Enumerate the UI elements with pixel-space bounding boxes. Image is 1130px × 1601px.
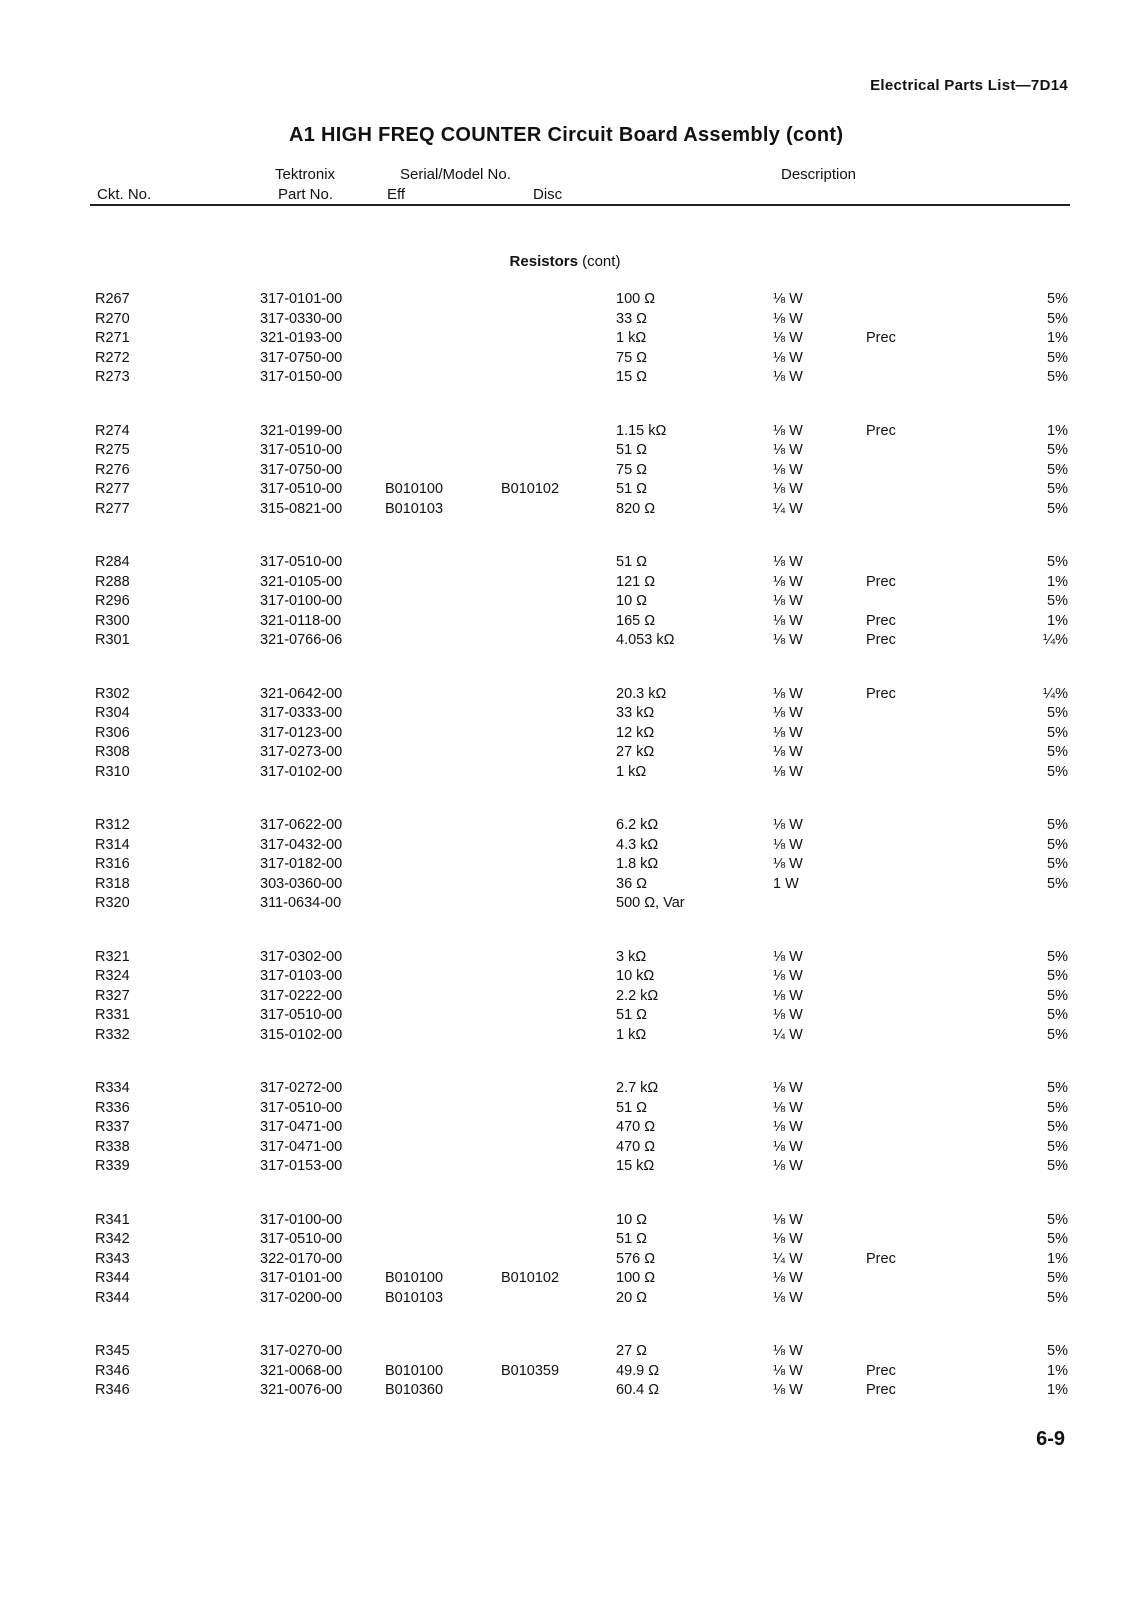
ckt-no-cell: R345 <box>95 1343 130 1359</box>
table-row <box>0 290 1130 310</box>
section-title <box>0 253 1130 270</box>
table-row <box>0 349 1130 369</box>
tolerance-cell: 5% <box>1047 500 1068 517</box>
tolerance-cell: 1% <box>1047 1362 1068 1379</box>
serial-eff-cell: B010100 <box>385 481 444 498</box>
part-no-cell: 303-0360-00 <box>260 875 343 892</box>
table-row <box>0 704 1130 724</box>
table-row <box>0 724 1130 744</box>
tolerance-cell: 5% <box>1047 554 1068 570</box>
part-no-cell: 317-0182-00 <box>260 856 343 873</box>
value-cell: 4.053 kΩ <box>616 632 675 649</box>
part-no-cell: 315-0102-00 <box>260 1026 343 1043</box>
serial-eff-cell: B010360 <box>385 1382 444 1399</box>
tolerance-cell: 5% <box>1047 369 1068 386</box>
value-cell: 1.8 kΩ <box>616 856 659 873</box>
table-row <box>0 836 1130 856</box>
serial-disc-cell: B010102 <box>501 1270 560 1287</box>
table-row <box>0 816 1130 836</box>
tolerance-cell: 5% <box>1047 763 1068 780</box>
section-title-bold: Resistors <box>509 253 578 270</box>
table-row <box>0 500 1130 520</box>
ckt-no-cell: R308 <box>95 744 130 761</box>
part-no-cell: 321-0642-00 <box>260 685 343 702</box>
tolerance-cell: 5% <box>1047 1343 1068 1359</box>
tolerance-cell: 1% <box>1047 573 1068 590</box>
tolerance-cell: 5% <box>1047 310 1068 327</box>
part-no-cell: 317-0510-00 <box>260 1231 343 1248</box>
value-cell: 75 Ω <box>616 461 647 478</box>
precision-cell: Prec <box>866 422 896 439</box>
tolerance-cell: 5% <box>1047 1119 1068 1136</box>
value-cell: 20 Ω <box>616 1289 647 1306</box>
tolerance-cell: 5% <box>1047 987 1068 1004</box>
ckt-no-cell: R331 <box>95 1007 130 1024</box>
wattage-cell: ⅛ W <box>773 1382 803 1399</box>
ckt-no-cell: R277 <box>95 481 130 498</box>
ckt-no-cell: R344 <box>95 1289 130 1306</box>
value-cell: 1 kΩ <box>616 330 647 347</box>
table-row <box>0 631 1130 651</box>
table-row <box>0 1079 1130 1099</box>
part-no-cell: 317-0150-00 <box>260 369 343 386</box>
serial-eff-cell: B010100 <box>385 1270 444 1287</box>
ckt-no-cell: R320 <box>95 895 130 912</box>
ckt-no-cell: R277 <box>95 500 130 517</box>
value-cell: 6.2 kΩ <box>616 817 659 833</box>
value-cell: 470 Ω <box>616 1119 656 1136</box>
part-no-cell: 321-0118-00 <box>260 612 342 629</box>
table-row <box>0 1289 1130 1309</box>
ckt-no-cell: R275 <box>95 442 130 459</box>
table-row <box>0 743 1130 763</box>
precision-cell: Prec <box>866 612 896 629</box>
wattage-cell: 1 W <box>773 875 799 892</box>
ckt-no-cell: R338 <box>95 1138 130 1155</box>
wattage-cell: ⅛ W <box>773 291 803 307</box>
wattage-cell: ⅛ W <box>773 369 803 386</box>
table-row <box>0 480 1130 500</box>
precision-cell: Prec <box>866 1382 896 1399</box>
table-row <box>0 1138 1130 1158</box>
table-row <box>0 1026 1130 1046</box>
precision-cell: Prec <box>866 632 896 649</box>
column-header-eff: Eff <box>387 186 406 203</box>
tolerance-cell: 5% <box>1047 817 1068 833</box>
wattage-cell: ⅛ W <box>773 1343 803 1359</box>
value-cell: 20.3 kΩ <box>616 685 667 702</box>
column-header-ckt-no: Ckt. No. <box>97 186 152 203</box>
wattage-cell: ⅛ W <box>773 856 803 873</box>
part-no-cell: 317-0510-00 <box>260 442 343 459</box>
wattage-cell: ⅛ W <box>773 1211 803 1228</box>
value-cell: 51 Ω <box>616 1231 647 1248</box>
ckt-no-cell: R284 <box>95 554 130 570</box>
table-row <box>0 553 1130 573</box>
part-no-cell: 317-0222-00 <box>260 987 343 1004</box>
value-cell: 10 Ω <box>616 593 647 610</box>
ckt-no-cell: R341 <box>95 1211 130 1228</box>
wattage-cell: ⅛ W <box>773 724 803 741</box>
wattage-cell: ⅛ W <box>773 461 803 478</box>
part-no-cell: 317-0272-00 <box>260 1080 343 1096</box>
value-cell: 15 kΩ <box>616 1158 655 1175</box>
value-cell: 470 Ω <box>616 1138 656 1155</box>
ckt-no-cell: R302 <box>95 685 130 702</box>
section-title-suffix: (cont) <box>582 253 621 270</box>
ckt-no-cell: R332 <box>95 1026 130 1043</box>
part-no-cell: 317-0510-00 <box>260 481 343 498</box>
wattage-cell: ⅛ W <box>773 422 803 439</box>
wattage-cell: ⅛ W <box>773 1362 803 1379</box>
table-row <box>0 310 1130 330</box>
tolerance-cell: 5% <box>1047 1026 1068 1043</box>
tolerance-cell: 5% <box>1047 1231 1068 1248</box>
wattage-cell: ⅛ W <box>773 1289 803 1306</box>
wattage-cell: ¼ W <box>773 1250 803 1267</box>
header-rule <box>90 204 1070 206</box>
serial-eff-cell: B010100 <box>385 1362 444 1379</box>
tolerance-cell: 5% <box>1047 1289 1068 1306</box>
ckt-no-cell: R324 <box>95 968 130 985</box>
serial-disc-cell: B010102 <box>501 481 560 498</box>
part-no-cell: 311-0634-00 <box>260 895 342 912</box>
ckt-no-cell: R334 <box>95 1080 130 1096</box>
table-row <box>0 1211 1130 1231</box>
table-row <box>0 329 1130 349</box>
ckt-no-cell: R343 <box>95 1250 130 1267</box>
wattage-cell: ⅛ W <box>773 685 803 702</box>
tolerance-cell: 5% <box>1047 948 1068 965</box>
value-cell: 75 Ω <box>616 349 647 366</box>
table-row <box>0 1342 1130 1362</box>
ckt-no-cell: R342 <box>95 1231 130 1248</box>
tolerance-cell: 5% <box>1047 1158 1068 1175</box>
table-row <box>0 1250 1130 1270</box>
value-cell: 33 kΩ <box>616 705 655 722</box>
value-cell: 10 kΩ <box>616 968 655 985</box>
part-no-cell: 317-0510-00 <box>260 1007 343 1024</box>
wattage-cell: ⅛ W <box>773 573 803 590</box>
table-row <box>0 948 1130 968</box>
wattage-cell: ⅛ W <box>773 987 803 1004</box>
ckt-no-cell: R267 <box>95 291 130 307</box>
serial-disc-cell: B010359 <box>501 1362 560 1379</box>
tolerance-cell: ¼% <box>1043 632 1068 649</box>
part-no-cell: 317-0330-00 <box>260 310 343 327</box>
ckt-no-cell: R312 <box>95 817 130 833</box>
tolerance-cell: 5% <box>1047 1211 1068 1228</box>
tolerance-cell: 5% <box>1047 1138 1068 1155</box>
table-row <box>0 1269 1130 1289</box>
wattage-cell: ⅛ W <box>773 1080 803 1096</box>
value-cell: 4.3 kΩ <box>616 836 659 853</box>
tolerance-cell: 5% <box>1047 724 1068 741</box>
part-no-cell: 321-0766-06 <box>260 632 343 649</box>
value-cell: 2.7 kΩ <box>616 1080 659 1096</box>
table-row <box>0 1118 1130 1138</box>
part-no-cell: 317-0200-00 <box>260 1289 343 1306</box>
tolerance-cell: 5% <box>1047 744 1068 761</box>
wattage-cell: ⅛ W <box>773 554 803 570</box>
tolerance-cell: 5% <box>1047 593 1068 610</box>
ckt-no-cell: R346 <box>95 1362 130 1379</box>
wattage-cell: ¼ W <box>773 1026 803 1043</box>
wattage-cell: ⅛ W <box>773 349 803 366</box>
table-row <box>0 875 1130 895</box>
part-no-cell: 317-0471-00 <box>260 1119 343 1136</box>
value-cell: 51 Ω <box>616 442 647 459</box>
wattage-cell: ⅛ W <box>773 593 803 610</box>
table-row <box>0 894 1130 914</box>
table-row <box>0 763 1130 783</box>
value-cell: 820 Ω <box>616 500 656 517</box>
part-no-cell: 317-0333-00 <box>260 705 343 722</box>
table-row <box>0 967 1130 987</box>
ckt-no-cell: R288 <box>95 573 130 590</box>
table-row <box>0 1230 1130 1250</box>
wattage-cell: ⅛ W <box>773 612 803 629</box>
running-header: Electrical Parts List—7D14 <box>870 77 1068 94</box>
part-no-cell: 317-0750-00 <box>260 349 343 366</box>
value-cell: 51 Ω <box>616 554 647 570</box>
precision-cell: Prec <box>866 573 896 590</box>
wattage-cell: ⅛ W <box>773 1099 803 1116</box>
tolerance-cell: 5% <box>1047 705 1068 722</box>
ckt-no-cell: R273 <box>95 369 130 386</box>
wattage-cell: ⅛ W <box>773 1270 803 1287</box>
table-row <box>0 461 1130 481</box>
value-cell: 2.2 kΩ <box>616 987 659 1004</box>
ckt-no-cell: R276 <box>95 461 130 478</box>
ckt-no-cell: R314 <box>95 836 130 853</box>
value-cell: 100 Ω <box>616 1270 656 1287</box>
ckt-no-cell: R300 <box>95 612 130 629</box>
value-cell: 3 kΩ <box>616 948 647 965</box>
part-no-cell: 317-0123-00 <box>260 724 343 741</box>
column-header-part-no: Part No. <box>278 186 334 203</box>
part-no-cell: 321-0068-00 <box>260 1362 343 1379</box>
table-row <box>0 1006 1130 1026</box>
value-cell: 1 kΩ <box>616 1026 647 1043</box>
part-no-cell: 317-0270-00 <box>260 1343 343 1359</box>
ckt-no-cell: R301 <box>95 632 130 649</box>
tolerance-cell: 5% <box>1047 291 1068 307</box>
part-no-cell: 317-0103-00 <box>260 968 343 985</box>
ckt-no-cell: R304 <box>95 705 130 722</box>
tolerance-cell: 5% <box>1047 349 1068 366</box>
value-cell: 60.4 Ω <box>616 1382 660 1399</box>
ckt-no-cell: R310 <box>95 763 130 780</box>
ckt-no-cell: R318 <box>95 875 130 892</box>
tolerance-cell: 1% <box>1047 1382 1068 1399</box>
part-no-cell: 317-0153-00 <box>260 1158 343 1175</box>
value-cell: 576 Ω <box>616 1250 656 1267</box>
tolerance-cell: 1% <box>1047 422 1068 439</box>
precision-cell: Prec <box>866 1250 896 1267</box>
table-row <box>0 1099 1130 1119</box>
value-cell: 100 Ω <box>616 291 656 307</box>
part-no-cell: 317-0432-00 <box>260 836 343 853</box>
table-row <box>0 422 1130 442</box>
part-no-cell: 317-0101-00 <box>260 291 343 307</box>
ckt-no-cell: R272 <box>95 349 130 366</box>
value-cell: 51 Ω <box>616 1007 647 1024</box>
table-row <box>0 1362 1130 1382</box>
page-number: 6-9 <box>1036 1428 1065 1450</box>
tolerance-cell: 5% <box>1047 442 1068 459</box>
wattage-cell: ⅛ W <box>773 1138 803 1155</box>
part-no-cell: 321-0199-00 <box>260 422 343 439</box>
precision-cell: Prec <box>866 1362 896 1379</box>
wattage-cell: ⅛ W <box>773 1119 803 1136</box>
tolerance-cell: 5% <box>1047 968 1068 985</box>
ckt-no-cell: R336 <box>95 1099 130 1116</box>
precision-cell: Prec <box>866 330 896 347</box>
part-no-cell: 317-0100-00 <box>260 593 343 610</box>
tolerance-cell: 5% <box>1047 1007 1068 1024</box>
tolerance-cell: 5% <box>1047 461 1068 478</box>
ckt-no-cell: R296 <box>95 593 130 610</box>
part-no-cell: 317-0750-00 <box>260 461 343 478</box>
ckt-no-cell: R339 <box>95 1158 130 1175</box>
tolerance-cell: 1% <box>1047 1250 1068 1267</box>
page-title: A1 HIGH FREQ COUNTER Circuit Board Assembly (cont) <box>289 124 844 146</box>
part-no-cell: 317-0510-00 <box>260 1099 343 1116</box>
wattage-cell: ⅛ W <box>773 481 803 498</box>
column-header-serial-model: Serial/Model No. <box>400 166 511 183</box>
value-cell: 15 Ω <box>616 369 647 386</box>
ckt-no-cell: R337 <box>95 1119 130 1136</box>
tolerance-cell: ¼% <box>1043 685 1068 702</box>
table-row <box>0 855 1130 875</box>
wattage-cell: ⅛ W <box>773 1007 803 1024</box>
table-row <box>0 1381 1130 1401</box>
part-no-cell: 317-0622-00 <box>260 817 343 833</box>
value-cell: 1.15 kΩ <box>616 422 667 439</box>
table-row <box>0 1157 1130 1177</box>
ckt-no-cell: R346 <box>95 1382 130 1399</box>
value-cell: 27 Ω <box>616 1343 647 1359</box>
value-cell: 51 Ω <box>616 481 647 498</box>
wattage-cell: ⅛ W <box>773 1231 803 1248</box>
part-no-cell: 321-0105-00 <box>260 573 343 590</box>
part-no-cell: 321-0076-00 <box>260 1382 343 1399</box>
tolerance-cell: 5% <box>1047 875 1068 892</box>
value-cell: 51 Ω <box>616 1099 647 1116</box>
serial-eff-cell: B010103 <box>385 500 444 517</box>
value-cell: 165 Ω <box>616 612 656 629</box>
part-no-cell: 317-0302-00 <box>260 948 343 965</box>
value-cell: 500 Ω, Var <box>616 895 685 912</box>
table-row <box>0 573 1130 593</box>
wattage-cell: ⅛ W <box>773 817 803 833</box>
ckt-no-cell: R274 <box>95 422 130 439</box>
wattage-cell: ⅛ W <box>773 763 803 780</box>
ckt-no-cell: R271 <box>95 330 130 347</box>
serial-eff-cell: B010103 <box>385 1289 444 1306</box>
wattage-cell: ⅛ W <box>773 442 803 459</box>
part-no-cell: 317-0471-00 <box>260 1138 343 1155</box>
tolerance-cell: 1% <box>1047 612 1068 629</box>
tolerance-cell: 5% <box>1047 1099 1068 1116</box>
wattage-cell: ⅛ W <box>773 1158 803 1175</box>
part-no-cell: 317-0273-00 <box>260 744 343 761</box>
column-header-description: Description <box>781 166 857 183</box>
value-cell: 49.9 Ω <box>616 1362 660 1379</box>
table-row <box>0 592 1130 612</box>
table-row <box>0 612 1130 632</box>
table-row <box>0 685 1130 705</box>
tolerance-cell: 5% <box>1047 481 1068 498</box>
wattage-cell: ⅛ W <box>773 330 803 347</box>
column-header-disc: Disc <box>533 186 563 203</box>
ckt-no-cell: R306 <box>95 724 130 741</box>
ckt-no-cell: R327 <box>95 987 130 1004</box>
part-no-cell: 322-0170-00 <box>260 1250 343 1267</box>
wattage-cell: ⅛ W <box>773 948 803 965</box>
wattage-cell: ⅛ W <box>773 836 803 853</box>
ckt-no-cell: R344 <box>95 1270 130 1287</box>
table-row <box>0 987 1130 1007</box>
value-cell: 36 Ω <box>616 875 647 892</box>
tolerance-cell: 1% <box>1047 330 1068 347</box>
table-row <box>0 441 1130 461</box>
part-no-cell: 321-0193-00 <box>260 330 343 347</box>
part-no-cell: 317-0100-00 <box>260 1211 343 1228</box>
tolerance-cell: 5% <box>1047 1270 1068 1287</box>
tolerance-cell: 5% <box>1047 856 1068 873</box>
wattage-cell: ⅛ W <box>773 310 803 327</box>
value-cell: 12 kΩ <box>616 724 655 741</box>
value-cell: 33 Ω <box>616 310 647 327</box>
value-cell: 27 kΩ <box>616 744 655 761</box>
wattage-cell: ⅛ W <box>773 705 803 722</box>
value-cell: 10 Ω <box>616 1211 647 1228</box>
part-no-cell: 317-0102-00 <box>260 763 343 780</box>
value-cell: 121 Ω <box>616 573 656 590</box>
part-no-cell: 315-0821-00 <box>260 500 343 517</box>
value-cell: 1 kΩ <box>616 763 647 780</box>
tolerance-cell: 5% <box>1047 836 1068 853</box>
ckt-no-cell: R270 <box>95 310 130 327</box>
ckt-no-cell: R321 <box>95 948 130 965</box>
tolerance-cell: 5% <box>1047 1080 1068 1096</box>
wattage-cell: ¼ W <box>773 500 803 517</box>
column-header-tektronix: Tektronix <box>275 166 336 183</box>
part-no-cell: 317-0510-00 <box>260 554 343 570</box>
wattage-cell: ⅛ W <box>773 744 803 761</box>
precision-cell: Prec <box>866 685 896 702</box>
ckt-no-cell: R316 <box>95 856 130 873</box>
wattage-cell: ⅛ W <box>773 632 803 649</box>
table-row <box>0 368 1130 388</box>
part-no-cell: 317-0101-00 <box>260 1270 343 1287</box>
wattage-cell: ⅛ W <box>773 968 803 985</box>
